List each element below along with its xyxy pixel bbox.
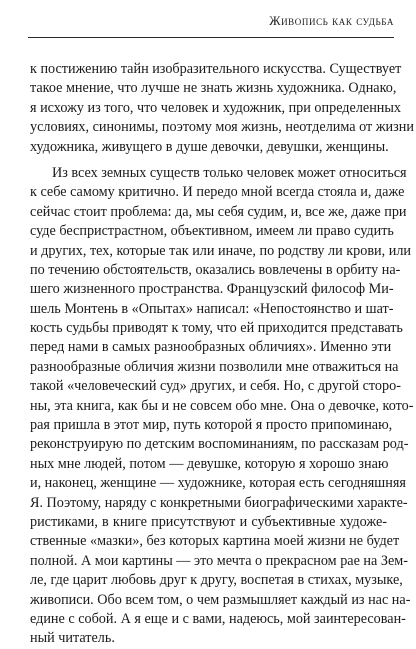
text-line: полной. А мои картины — это мечта о прекрасном рае на Зем-: [30, 552, 408, 569]
text-line: ны, эта книга, как бы и не совсем обо мне. Она о девочке, кото-: [30, 397, 414, 414]
text-line: сейчас стоит проблема: да, мы себя судим, и, все же, даже при: [30, 203, 407, 220]
paragraph: [30, 164, 414, 649]
text-line: ле, где царит любовь друг к другу, воспетая в стихах, музыке,: [30, 572, 403, 589]
body-text: [30, 60, 414, 649]
paragraph: [30, 60, 414, 157]
text-line: такое мнение, что лучше не знать жизнь художника. Однако,: [30, 80, 397, 97]
text-line: Я. Поэтому, наряду с конкретными биографическими характе-: [30, 494, 408, 511]
text-line: Из всех земных существ только человек может относиться: [52, 164, 407, 181]
text-line: кость судьбы приводят к тому, что ей приходится представать: [30, 320, 403, 337]
text-line: рая пришла в этот мир, путь которой я просто припоминаю,: [30, 417, 393, 434]
text-line: живописи. Обо всем том, о чем размышляет каждый из нас на-: [30, 591, 411, 608]
text-line: условиях, синонимы, поэтому моя жизнь, неотделима от жизни: [30, 119, 414, 136]
text-line: и, наконец, женщине — художнике, которая есть сегодняшняя: [30, 475, 406, 492]
text-line: суде беспристрастном, объективном, имеем ли право судить: [30, 223, 394, 240]
text-line: ственные «мазки», без которых картина моей жизни не будет: [30, 533, 400, 550]
text-line: реконструирую по детским воспоминаниям, по рассказам род-: [30, 436, 409, 453]
text-line: и других, тех, которые так или иначе, по родству ли крови, или: [30, 242, 412, 259]
text-line: шель Монтень в «Опытах» написал: «Непостоянство и шат-: [30, 300, 394, 317]
text-line: разнообразные обличия жизни позволили мне отважиться на: [30, 358, 399, 375]
running-head: Живопись как судьба: [269, 14, 394, 28]
paragraph-gap: [30, 157, 387, 164]
text-line: художника, живущего в душе девочки, девушки, женщины.: [30, 138, 389, 155]
text-line: шего жизненного пространства. Французский философ Ми-: [30, 281, 394, 298]
text-line: ных мне людей, потом — девушке, которую я хорошо знаю: [30, 455, 389, 472]
text-line: едине с собой. А я еще и с вами, надеюсь, мой заинтересован-: [30, 610, 406, 627]
text-line: я исхожу из того, что человек и художник, при определенных: [30, 99, 402, 116]
text-line: ристиками, в книге присутствуют и субъективные художе-: [30, 513, 387, 530]
text-line: ный читатель.: [30, 630, 115, 647]
header-rule: [28, 37, 394, 38]
text-line: к постижению тайн изобразительного искусства. Существует: [30, 61, 402, 77]
text-line: по течению обстоятельств, оказались вовлечены в орбиту на-: [30, 261, 401, 278]
text-line: к себе самому критично. И передо мной всегда стояла и, даже: [30, 184, 405, 201]
text-line: такой «человеческий суд» других, и себя. Но, с другой сторо-: [30, 378, 401, 395]
text-line: перед нами в самых разнообразных обличиях». Именно эти: [30, 339, 392, 356]
